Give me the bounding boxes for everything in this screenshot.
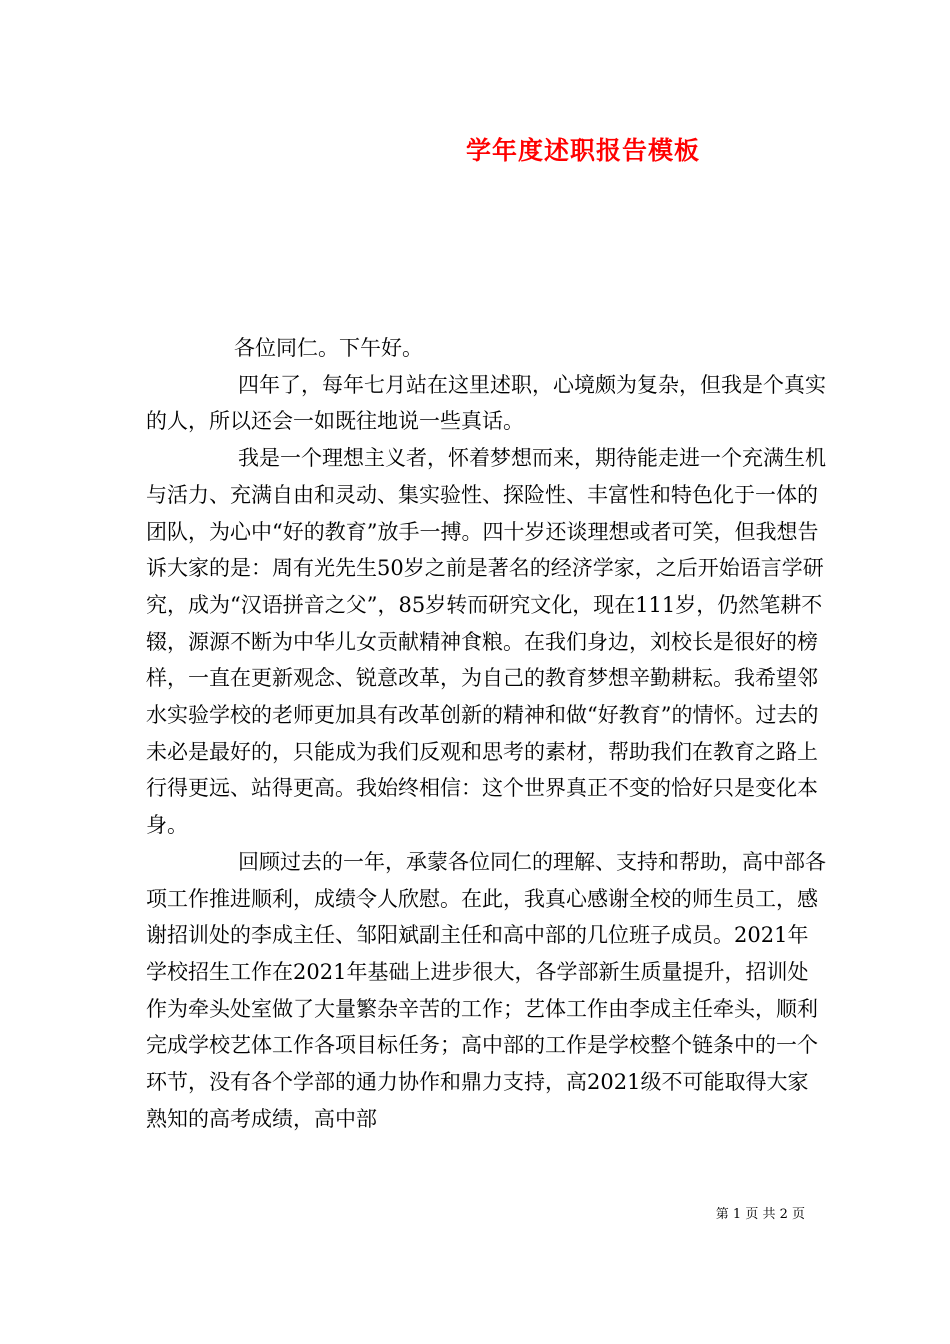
paragraph-2: 我是一个理想主义者，怀着梦想而来，期待能走进一个充满生机与活力、充满自由和灵动、集实验性、探险性、丰富性和特色化于一体的团队，为心中“好的教育”放手一搏。四十岁还谈理想或者可笑，但我想告诉大家的是：周有光先生50岁之前是著名的经济学家，之后开始语言学研究，成为“汉语拼音之父”，85岁转而研究文化，现在111岁，仍然笔耕不辍，源源不断为中华儿女贡献精神食粮。在我们身边，刘校长是很好的榜样，一直在更新观念、锐意改革，为自己的教育梦想辛勤耕耘。我希望邻水实验学校的老师更加具有改革创新的精神和做“好教育”的情怀。过去的未必是最好的，只能成为我们反观和思考的素材，帮助我们在教育之路上行得更远、站得更高。我始终相信：这个世界真正不变的恰好只是变化本身。: [146, 446, 826, 838]
paragraph-3: 回顾过去的一年，承蒙各位同仁的理解、支持和帮助，高中部各项工作推进顺利，成绩令人欣慰。在此，我真心感谢全校的师生员工，感谢招训处的李成主任、邹阳斌副主任和高中部的几位班子成员。2021年学校招生工作在2021年基础上进步很大，各学部新生质量提升，招训处作为牵头处室做了大量繁杂辛苦的工作；艺体工作由李成主任牵头，顺利完成学校艺体工作各项目标任务；高中部的工作是学校整个链条中的一个环节，没有各个学部的通力协作和鼎力支持，高2021级不可能取得大家熟知的高考成绩，高中部: [146, 849, 826, 1131]
paragraph-1: 四年了，每年七月站在这里述职，心境颇为复杂，但我是个真实的人，所以还会一如既往地说一些真话。: [146, 372, 826, 434]
greeting: 各位同仁。下午好。: [234, 336, 423, 360]
page-number-footer: 第 1 页 共 2 页: [715, 1207, 805, 1222]
document-title: 学年度述职报告模板: [465, 136, 700, 165]
document-body: [146, 330, 826, 1137]
